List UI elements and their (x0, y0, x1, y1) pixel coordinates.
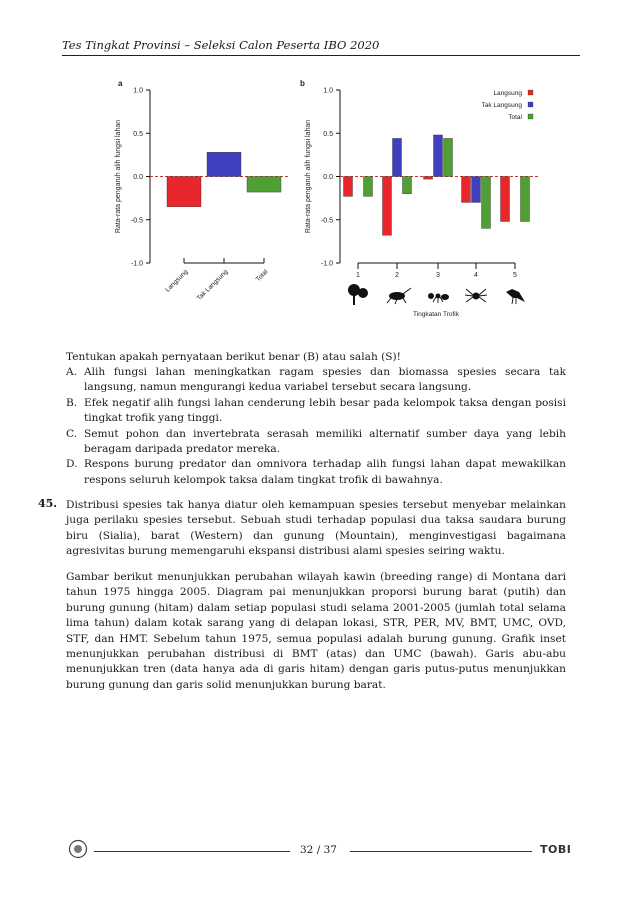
bird-icon (506, 289, 525, 304)
panel-letter: b (300, 79, 305, 88)
x-tick-label: Total (254, 268, 270, 284)
bush-shape (358, 288, 368, 298)
y-tick-label: -1.0 (130, 260, 143, 268)
legend-label: Total (508, 114, 522, 121)
bar-langsung (167, 177, 201, 207)
option-text: Efek negatif alih fungsi lahan cenderung lebih besar pada kelompok taksa dengan posisi tingkat trofik yang tinggi. (84, 396, 566, 425)
spider-icon (465, 289, 487, 302)
bar-langsung-3 (424, 177, 433, 180)
bar-tak-langsung-2 (393, 138, 402, 176)
q45-paragraph-2: Gambar berikut menunjukkan perubahan wilayah kawin (breeding range) di Montana dari tahun 1975 hingga 2005. Diagram pai menunjukkan proporsi burung barat (putih) dan burung gunung (hitam) dalam setiap populasi studi selama 2001-2005 (jumlah total selama lima tahun) dalam kotak sarang yang di delapan lokasi, STR, PER, MV, BMT, UMC, OVD, STF, dan HMT. Sebelum tahun 1975, semua populasi adalah burung gunung. Grafik inset menunjukkan perubahan distribusi di BMT (atas) dan UMC (bawah). Garis abu-abu menunjukkan tren (data hanya ada di garis hitam) dengan garis putus-putus menunjukkan burung gunung dan garis solid menunjukkan burung barat. (66, 571, 566, 691)
x-tick-label: 1 (356, 272, 360, 279)
legend-swatch (528, 102, 533, 107)
bar-langsung-4 (462, 177, 471, 203)
figure-trophic-effects (100, 75, 550, 345)
y-tick-label: 1.0 (133, 87, 143, 95)
ant-head-shape (428, 293, 434, 299)
chart-panel-b (300, 79, 540, 318)
q44-option-b (66, 396, 566, 427)
bird-body-shape (506, 289, 525, 302)
q44-prompt: Tentukan apakah pernyataan berikut benar (B) atau salah (S)! (66, 351, 401, 363)
bird-legs-shape (512, 298, 516, 304)
option-text: Alih fungsi lahan meningkatkan ragam spesies dan biomassa spesies secara tak langsung, namun mengurangi kedua variabel tersebut secara langsung. (84, 366, 566, 394)
y-axis-label: Rata-rata pengaruh alih fungsi lahan (115, 119, 122, 234)
x-tick-label: Langsung (164, 268, 190, 294)
ant-icon (428, 293, 449, 303)
bar-tak-langsung-3 (434, 135, 443, 177)
q44-option-a (66, 365, 566, 396)
y-axis-label: Rata-rata pengaruh alih fungsi lahan (305, 119, 312, 234)
bar-total (247, 177, 281, 193)
bar-total-3 (444, 138, 453, 176)
y-tick-label: 0.0 (133, 174, 143, 181)
page-number: 32 / 37 (300, 844, 337, 856)
y-tick-label: 0.0 (323, 174, 333, 181)
trophic-icons (348, 284, 525, 305)
x-tick-label: Tak Langsung (195, 268, 230, 303)
x-tick-label: 2 (395, 272, 399, 279)
q45-number: 45. (38, 497, 58, 510)
footer-rule-right (350, 851, 532, 852)
y-tick-label: -0.5 (320, 217, 333, 225)
cockroach-body-shape (389, 292, 405, 300)
olympiad-seal-icon (68, 839, 88, 859)
option-letter: B. (66, 396, 78, 409)
bar-total-5 (521, 177, 530, 222)
y-tick-label: 0.5 (133, 130, 143, 138)
option-letter: C. (66, 427, 78, 440)
option-letter: A. (66, 366, 78, 378)
y-tick-label: -0.5 (130, 217, 143, 225)
option-text: Semut pohon dan invertebrata serasah memiliki alternatif sumber daya yang lebih beragam daripada predator mereka. (84, 427, 566, 456)
legend-swatch (528, 90, 533, 95)
header-divider (62, 55, 580, 56)
q45-paragraph-1: Distribusi spesies tak hanya diatur oleh kemampuan spesies tersebut menyebar melainkan juga perilaku spesies tersebut. Sebuah studi terhadap populasi dua taksa saudara burung biru (Sialia), barat (Western) dan gunung (Mountain), menginvestigasi bagaimana agresivitas burung memengaruhi ekspansi distribusi alami spesies seiring waktu. (66, 499, 566, 558)
legend-label: Tak Langsung (481, 102, 522, 109)
bar-total-4 (482, 177, 491, 229)
option-letter: D. (66, 458, 78, 471)
q44-option-c (66, 427, 566, 458)
legend-label: Langsung (493, 90, 522, 97)
legend-swatch (528, 114, 533, 119)
q44-options (66, 365, 566, 488)
cockroach-icon (387, 288, 411, 304)
panel-letter: a (118, 79, 123, 88)
ant-abdomen-shape (441, 294, 449, 300)
chart-panel-a (115, 79, 290, 302)
ant-thorax-shape (436, 294, 441, 299)
x-axis-label: Tingkatan Trofik (412, 311, 460, 318)
tree-plant-icon (348, 284, 368, 305)
tree-trunk-shape (353, 295, 355, 305)
bar-total-2 (403, 177, 412, 194)
bar-tak-langsung-4 (472, 177, 481, 203)
x-tick-label: 5 (513, 272, 517, 279)
bar-langsung-5 (501, 177, 510, 222)
bar-total-1 (364, 177, 373, 197)
footer-rule-left (94, 851, 290, 852)
tobi-logo: TOBI (540, 843, 572, 856)
y-tick-label: 1.0 (323, 87, 333, 95)
x-tick-label: 3 (436, 272, 440, 279)
bar-tak-langsung (207, 152, 241, 176)
option-text: Respons burung predator dan omnivora terhadap alih fungsi lahan dapat mewakilkan respons seluruh kelompok taksa dalam tingkat trofik di bawahnya. (84, 458, 566, 486)
bar-langsung-1 (344, 177, 353, 197)
spider-body-shape (473, 293, 480, 300)
bar-langsung-2 (383, 177, 392, 236)
page-header: Tes Tingkat Provinsi – Seleksi Calon Peserta IBO 2020 (62, 38, 380, 52)
x-tick-label: 4 (474, 272, 478, 279)
q44-option-d (66, 457, 566, 488)
y-tick-label: -1.0 (320, 260, 333, 268)
y-tick-label: 0.5 (323, 130, 333, 138)
